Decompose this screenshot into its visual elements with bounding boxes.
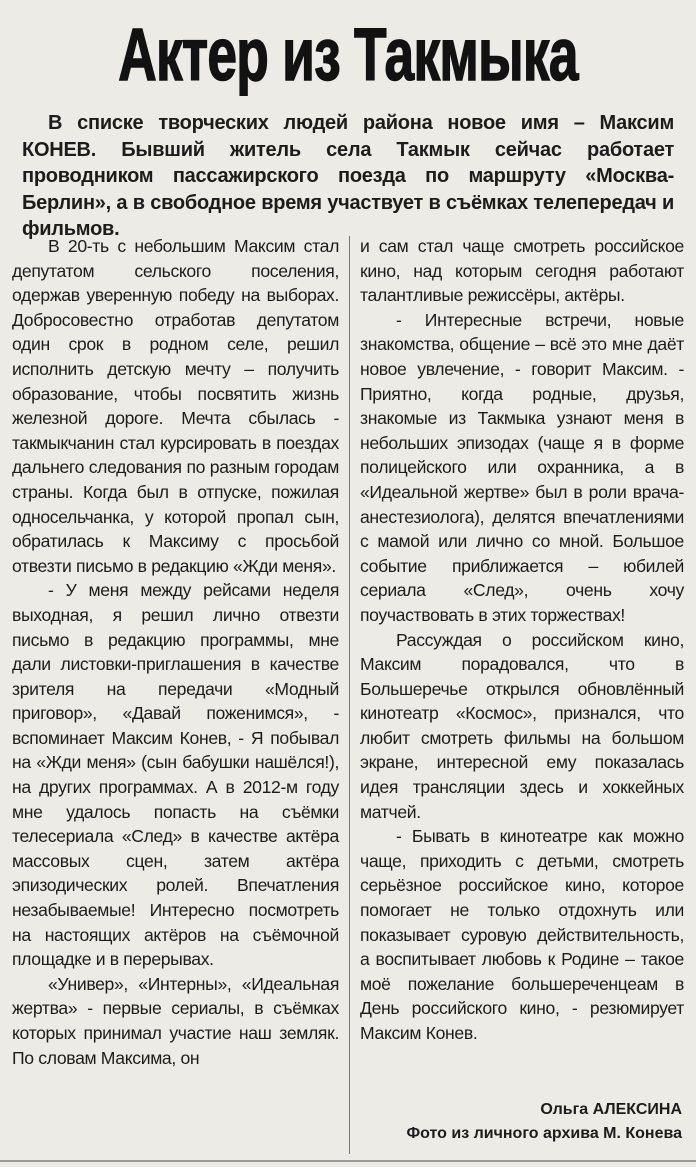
author-signature: Ольга АЛЕКСИНА (540, 1101, 682, 1118)
right-paragraph-4: - Бывать в кинотеатре как можно чаще, приходить с детьми, смотреть серьёзное российское кино, которое помогает не только отдохнуть или показывает суровую действительность, а воспитывает любовь к Родине – такое моё пожелание большереченцеам в День российского кино, - резюмирует Максим Конев. (360, 826, 684, 1043)
left-paragraph-3: «Универ», «Интерны», «Идеальная жертва» - первые сериалы, в съёмках которых принимал участие наш земляк. По словам Максима, он (12, 973, 339, 1068)
right-paragraph-3: Рассуждая о российском кино, Максим порадовался, что в Большеречье открылся обновлённый кинотеатр «Космос», признался, что любит смотреть фильмы на большом экране, интересной ему показалась идея трансляции здесь и хоккейных матчей. (360, 629, 684, 822)
right-paragraph-1: и сам стал чаще смотреть российское кино, над которым сегодня работают талантливые режиссёры, актёры. (360, 236, 684, 306)
photo-credit: Фото из личного архива М. Конева (406, 1125, 682, 1142)
right-paragraph-2: - Интересные встречи, новые знакомства, общение – всё это мне даёт новое увлечение, - говорит Максим. - Приятно, когда родные, друзья, знакомые из Такмыка узнают меня в небольших эпизодах (чаще я в форме полицейского или охранника, а в «Идеальной жертве» был в роли врача-анестезиолога), делятся впечатлениями с мамой или лично со мной. Большое событие приближается – юбилей сериала «След», очень хочу поучаствовать в этих торжествах! (360, 309, 684, 625)
article-lead: В списке творческих людей района новое имя – Максим КОНЕВ. Бывший житель села Такмык сейчас работает проводником пассажирского поезда по маршруту «Москва-Берлин», а в свободное время участвует в съёмках телепередач и фильмов. (22, 112, 674, 240)
right-column (360, 234, 684, 1046)
left-column (12, 234, 339, 1070)
left-paragraph-2: - У меня между рейсами неделя выходная, я решил лично отвезти письмо в редакцию программы, мне дали листовки-приглашения в качестве зрителя на передачи «Модный приговор», «Давай поженимся», - вспоминает Максим Конев, - Я побывал на «Жди меня» (сын бабушки нашёлся!), на других программах. А в 2012-м году мне удалось попасть на съёмки телесериала «След» в качестве актёра массовых сцен, затем актёра эпизодических ролей. Впечатления незабываемые! Интересно посмотреть на настоящих актёров на съёмочной площадке и в перерывах. (12, 580, 339, 970)
article-headline: Актер из Такмыка (118, 13, 578, 96)
left-paragraph-1: В 20-ть с небольшим Максим стал депутатом сельского поселения, одержав уверенную победу на выборах. Добросовестно отработав депутатом один срок в родном селе, решил исполнить детскую мечту – получить образование, чтобы посвятить жизнь железной дороге. Мечта сбылась - такмыкчанин стал курсировать в поездах дальнего следования по разным городам страны. Когда был в отпуске, пожилая односельчанка, у которой пропал сын, обратилась к Максиму с просьбой отвезти письмо в редакцию «Жди меня». (12, 236, 339, 576)
column-divider (349, 236, 350, 1154)
bottom-rule (0, 1160, 696, 1162)
